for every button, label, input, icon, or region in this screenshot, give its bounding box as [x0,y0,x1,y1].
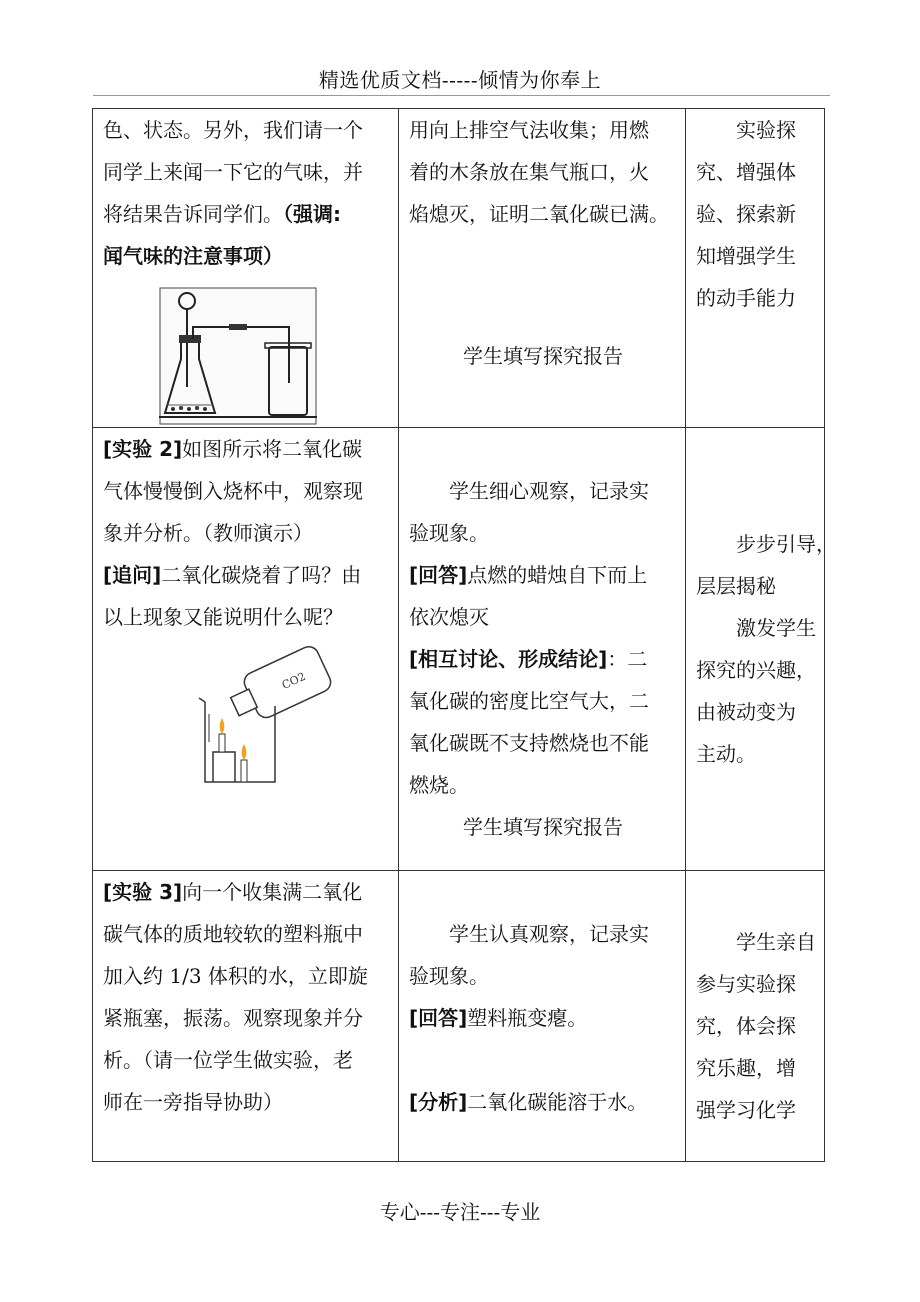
student-activity-cell [399,109,686,428]
text-line-part: 向一个收集满二氧化 [182,880,363,904]
co2-pouring-figure [183,642,343,792]
text-line: 强学习化学 [696,1098,796,1122]
text-line [103,193,390,235]
co2-label: CO2 [279,669,308,692]
text-line: 探究的兴趣， [696,658,816,682]
text-line: 着的木条放在集气瓶口，火 [409,160,649,184]
table-row [93,428,825,871]
text-line [103,871,390,913]
text-line: 步步引导， [736,532,836,556]
text-line: 加入约 1/3 体积的水，立即旋 [103,964,368,988]
text-line: 实验探 [736,118,796,142]
design-intent-cell [686,428,836,871]
text-line: 验现象。 [409,964,489,988]
experiment-tag: [实验 3] [103,880,183,904]
report-text: 学生填写探究报告 [463,815,623,839]
table-row [93,109,825,428]
text-line: 焰熄灭，证明二氧化碳已满。 [409,202,669,226]
experiment-tag: [实验 2] [103,437,183,461]
teacher-activity-cell [93,871,399,1162]
text-line: 究、增强体 [696,160,796,184]
text-line-part: 如图所示将二氧化碳 [182,437,363,461]
page-footer: 专心---专注---专业 [379,1200,541,1224]
text-line: 紧瓶塞，振荡。观察现象并分 [103,1006,363,1030]
text-line-part: ：二 [607,647,648,671]
design-intent-cell [686,871,825,1162]
text-line: 同学上来闻一下它的气味，并 [103,160,363,184]
text-line: 究，体会探 [696,1014,796,1038]
analysis-tag: [分析] [409,1090,468,1114]
discussion-tag: [相互讨论、形成结论] [409,647,608,671]
text-line-part: 点燃的蜡烛自下而上 [467,563,648,587]
emphasis-text: 闻气味的注意事项） [103,244,283,268]
text-line [103,554,390,596]
text-line: 激发学生 [736,616,816,640]
text-line: 究乐趣，增 [696,1056,796,1080]
text-line: 参与实验探 [696,972,796,996]
text-line-part: 二氧化碳能溶于水。 [467,1090,648,1114]
student-activity-cell [399,428,686,871]
header-divider [93,95,830,96]
text-line: 用向上排空气法收集；用燃 [409,118,649,142]
table-row [93,871,825,1162]
text-line: 层层揭秘 [696,574,776,598]
text-line: 知增强学生 [696,244,796,268]
text-line: 学生亲自 [736,930,816,954]
text-line: 碳气体的质地较软的塑料瓶中 [103,922,363,946]
text-line: 氧化碳既不支持燃烧也不能 [409,731,649,755]
text-line: 验、探索新 [696,202,796,226]
text-line [103,428,390,470]
text-line: 以上现象又能说明什么呢？ [103,605,343,629]
text-line: 学生细心观察，记录实 [449,479,649,503]
text-line: 的动手能力 [696,286,796,310]
student-activity-cell [399,871,686,1162]
emphasis-text: （强调: [283,202,341,226]
text-line: 师在一旁指导协助） [103,1090,283,1114]
text-line [409,1081,677,1123]
text-line: 象并分析。（教师演示） [103,521,313,545]
design-intent-cell [686,109,825,428]
text-line: 学生认真观察，记录实 [449,922,649,946]
answer-tag: [回答] [409,563,468,587]
text-line: 析。（请一位学生做实验，老 [103,1048,353,1072]
page-header: 精选优质文档-----倾情为你奉上 [318,68,602,92]
text-line-part: 二氧化碳烧着了吗？由 [161,563,362,587]
teacher-activity-cell [93,428,399,871]
text-line: 由被动变为 [696,700,796,724]
text-line: 依次熄灭 [409,605,489,629]
text-line: 验现象。 [409,521,489,545]
teacher-activity-cell [93,109,399,428]
question-tag: [追问] [103,563,162,587]
text-line-part: 将结果告诉同学们。 [103,202,283,226]
text-line-part: 塑料瓶变瘪。 [467,1006,588,1030]
lesson-table [92,108,836,1162]
text-line: 燃烧。 [409,773,469,797]
text-line: 主动。 [696,742,756,766]
text-line [409,554,677,596]
text-line [409,997,677,1039]
text-line: 色、状态。另外，我们请一个 [103,118,363,142]
report-text: 学生填写探究报告 [463,344,623,368]
text-line: 氧化碳的密度比空气大，二 [409,689,649,713]
text-line: 气体慢慢倒入烧杯中，观察现 [103,479,363,503]
text-line [409,638,677,680]
answer-tag: [回答] [409,1006,468,1030]
gas-generation-apparatus-figure [159,287,319,427]
